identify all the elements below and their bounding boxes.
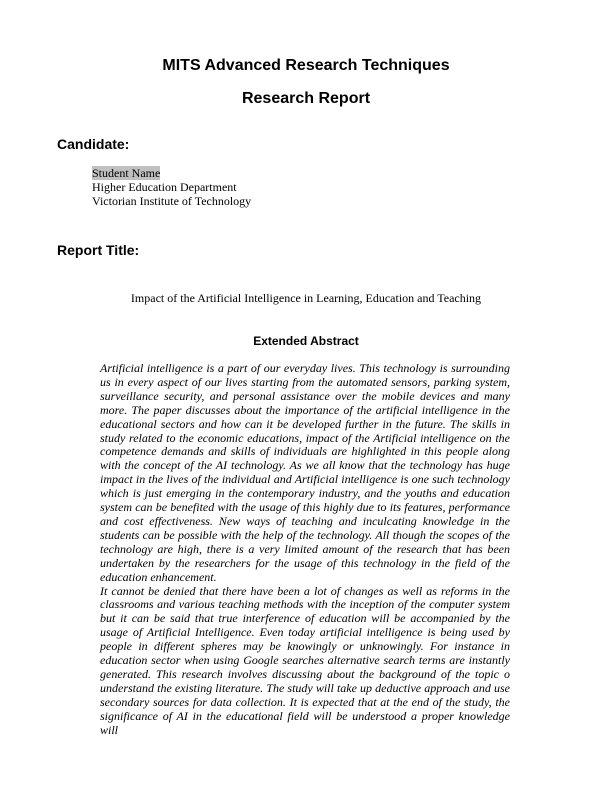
student-name: Student Name	[92, 166, 161, 180]
institute-name: Victorian Institute of Technology	[92, 194, 252, 208]
report-title: Impact of the Artificial Intelligence in Learning, Education and Teaching	[130, 291, 482, 305]
candidate-details	[92, 166, 251, 208]
abstract-paragraph: It cannot be denied that there have been a lot of changes as well as reforms in the classrooms and various teaching methods with the inception of the computer system but it can be said that true interference of education will be accompanied by the usage of Artificial Intelligence. Even today artificial intelligence is being used by people in different spheres may be knowingly or unknowingly. For instance in education sector when using Google searches alternative search terms are instantly generated. This research involves discussing about the background of the topic o understand the existing literature. The study will take up deductive approach and use secondary sources for data collection. It is expected that at the end of the study, the significance of AI in the educational field will be understood a proper knowledge will	[100, 583, 510, 737]
document-title: MITS Advanced Research Techniques	[162, 57, 450, 74]
department-name: Higher Education Department	[92, 180, 237, 194]
document-subtitle: Research Report	[241, 90, 371, 107]
abstract-body	[100, 362, 510, 737]
report-title-heading: Report Title:	[57, 242, 140, 258]
abstract-heading: Extended Abstract	[253, 334, 359, 348]
candidate-heading: Candidate:	[57, 136, 130, 152]
abstract-paragraph: Artificial intelligence is a part of our everyday lives. This technology is surrounding us in every aspect of our lives starting from the automated sensors, parking system, surveillance security, and personal assistance over the mobile devices and many more. The paper discusses about the importance of the artificial intelligence in the educational sectors and how can it be developed further in the future. The skills in study related to the economic educations, impact of the Artificial intelligence on the competence demands and skills of individuals are highlighted in this people along with the concept of the AI technology. As we all know that the technology has huge impact in the lives of the individual and Artificial intelligence is one such technology which is just emerging in the contemporary industry, and the youths and education system can be benefited with the usage of this highly due to its features, performance and cost effectiveness. New ways of teaching and inculcating knowledge in the students can be possible with the help of the technology. All though the scopes of the technology are high, there is a very limited amount of the research that has been undertaken by the researchers for the usage of this technology in the field of the education enhancement.	[100, 361, 510, 584]
